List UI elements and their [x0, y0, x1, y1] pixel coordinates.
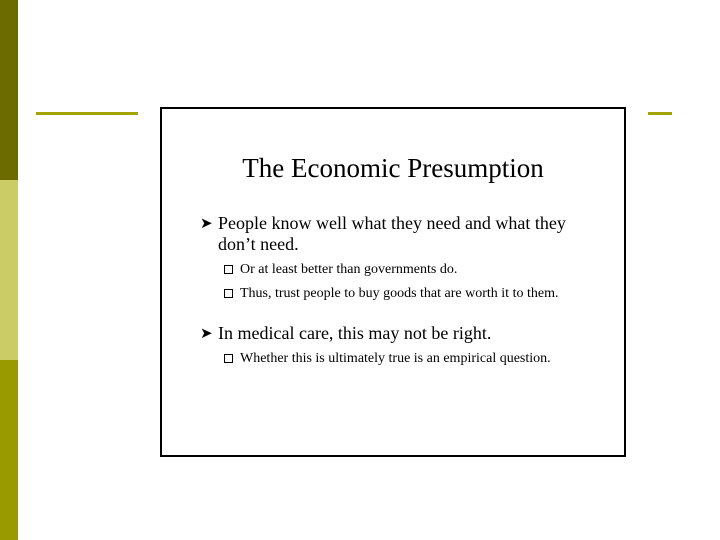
title-rule-right — [648, 112, 672, 115]
hollow-square-bullet-icon — [224, 265, 233, 274]
bullet-item — [200, 213, 590, 303]
bullet-text: People know well what they need and what they don’t need. — [218, 213, 566, 254]
sidebar-band-olive — [0, 360, 18, 540]
slide-title: The Economic Presumption — [242, 153, 544, 183]
sub-bullet-text: Whether this is ultimately true is an empirical question. — [240, 351, 551, 366]
hollow-square-bullet-icon — [224, 354, 233, 363]
hollow-square-bullet-icon — [224, 289, 233, 298]
sub-bullet-text: Thus, trust people to buy goods that are worth it to them. — [240, 286, 559, 301]
sub-bullet-list — [218, 261, 590, 303]
arrowhead-bullet-icon: ➤ — [200, 324, 213, 342]
bullet-item — [200, 323, 590, 368]
sub-bullet-item — [224, 261, 590, 279]
sub-bullet-item — [224, 350, 590, 368]
bullet-spacer — [200, 309, 590, 323]
sidebar-band-light — [0, 180, 18, 360]
sub-bullet-item — [224, 285, 590, 303]
bullet-text: In medical care, this may not be right. — [218, 323, 492, 343]
content-panel — [160, 107, 626, 457]
arrowhead-bullet-icon: ➤ — [200, 214, 213, 232]
title-rule-left — [36, 112, 138, 115]
sidebar-band-dark — [0, 0, 18, 180]
sub-bullet-list — [218, 350, 590, 368]
bullet-list — [200, 213, 590, 374]
sub-bullet-text: Or at least better than governments do. — [240, 262, 458, 277]
